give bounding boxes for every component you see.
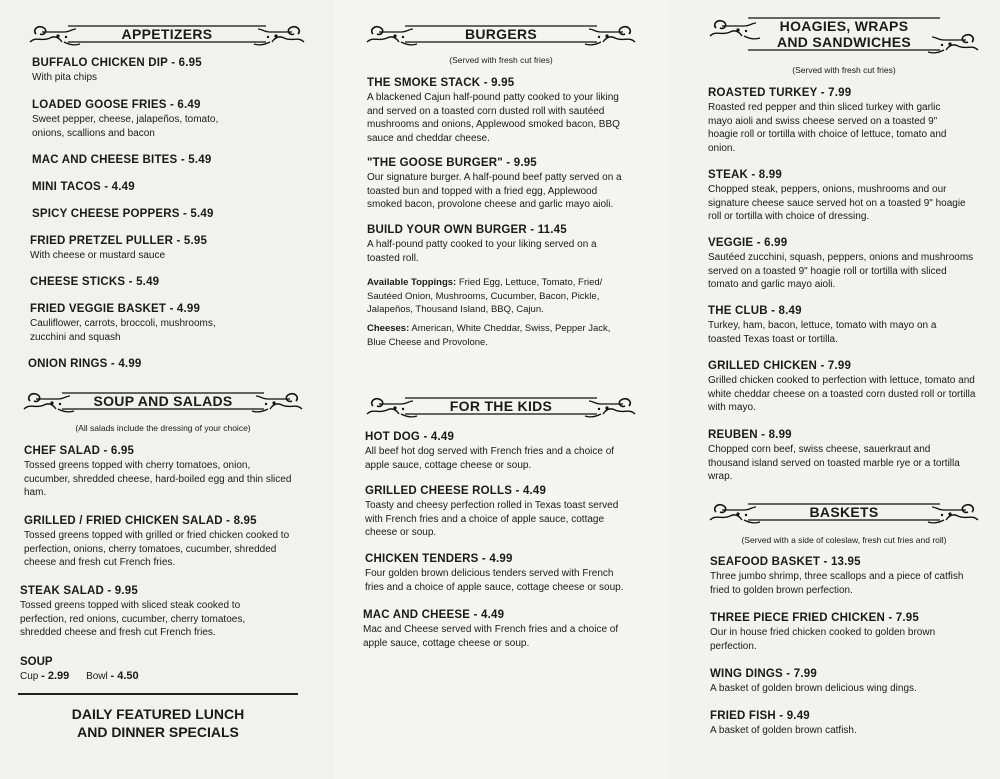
item-name: STEAK - 8.99 [708,169,782,181]
item-name: "THE GOOSE BURGER" - 9.95 [367,157,537,169]
menu-item [710,710,972,738]
menu-item [708,305,970,346]
section-title-line: HOAGIES, WRAPS [779,18,909,34]
menu-item [30,276,320,288]
item-desc: With cheese or mustard sauce [30,250,166,261]
menu-item [367,77,629,145]
cheeses-label: Cheeses: [367,323,410,334]
section-title: BURGERS [464,26,538,42]
section-title-line: AND SANDWICHES [776,34,912,50]
section-note: (Served with a side of coleslaw, fresh cut fries and roll) [741,535,947,545]
divider [18,693,298,695]
item-desc: Toasty and cheesy perfection rolled in Texas toast served with French fries and a choice of apple sauce, cottage cheese or soup. [365,500,619,538]
item-name: GRILLED / FRIED CHICKEN SALAD - 8.95 [24,515,257,527]
section-note: (All salads include the dressing of your choice) [75,423,251,433]
menu-item [24,515,306,570]
item-name: CHICKEN TENDERS - 4.99 [365,553,513,565]
item-name: THE SMOKE STACK - 9.95 [367,77,515,89]
menu-item [367,224,619,265]
toppings-text: Fried Egg, Lettuce, Tomato, Fried/ Sautéed Onion, Mushrooms, Cucumber, Bacon, Pickle, Jalapeños, Thousand Island, BBQ, Cajun. [367,277,603,315]
soup-salads-banner [22,385,304,417]
cup-price: - 2.99 [41,670,70,682]
item-name: FRIED VEGGIE BASKET - 4.99 [30,303,201,315]
item-name: SEAFOOD BASKET - 13.95 [710,556,861,568]
menu-item [32,208,322,220]
menu-item [32,57,322,85]
menu-item [710,556,972,597]
item-name: WING DINGS - 7.99 [710,668,817,680]
item-desc: Sweet pepper, cheese, jalapeños, tomato, onions, scallions and bacon [32,114,219,139]
toppings-list [367,276,629,317]
menu-panel-right [668,0,1000,779]
menu-item [708,360,978,415]
item-name: THE CLUB - 8.49 [708,305,802,317]
item-desc: Three jumbo shrimp, three scallops and a piece of catfish fried to golden brown perfection. [710,571,964,596]
soup-sizes [20,670,220,682]
menu-item [32,99,252,140]
item-name: MAC AND CHEESE BITES - 5.49 [32,154,212,166]
menu-item [30,235,320,263]
section-title: APPETIZERS [121,26,213,42]
item-desc: A basket of golden brown catfish. [710,725,857,736]
item-desc: Tossed greens topped with sliced steak cooked to perfection, red onions, cucumber, cherry tomatoes, shredded cheese and fresh cut French fries. [20,600,246,638]
daily-specials [18,705,298,741]
cheeses-text: American, White Cheddar, Swiss, Pepper Jack, Blue Cheese and Provolone. [367,323,611,348]
section-title: FOR THE KIDS [449,398,553,414]
special-line: AND DINNER SPECIALS [77,724,239,740]
section-note: (Served with fresh cut fries) [792,65,896,75]
menu-item [30,303,250,344]
menu-item [28,358,318,370]
item-name: CHEESE STICKS - 5.49 [30,276,160,288]
item-desc: Roasted red pepper and thin sliced turkey with garlic mayo aioli and swiss cheese served on a toasted 9" hoagie roll or tortilla with choice of lettuce, tomato and onion. [708,102,947,154]
cheeses-list [367,322,629,349]
section-title: BASKETS [809,504,879,520]
item-desc: A half-pound patty cooked to your liking served on a toasted roll. [367,239,597,264]
item-name: ROASTED TURKEY - 7.99 [708,87,852,99]
section-note: (Served with fresh cut fries) [449,55,553,65]
item-desc: Sautéed zucchini, squash, peppers, onions and mushrooms served on a toasted 9" hoagie roll or tortilla with sliced tomato and garlic mayo aioli. [708,252,974,290]
menu-item [708,237,978,292]
item-desc: Chopped steak, peppers, onions, mushrooms and our signature cheese sauce served hot on a toasted 9" hoagie roll or tortilla with choice of dressing. [708,184,966,222]
item-name: SOUP [20,656,53,668]
item-desc: A basket of golden brown delicious wing dings. [710,683,917,694]
item-desc: Four golden brown delicious tenders served with French fries and a choice of apple sauce, cottage cheese or soup. [365,568,624,593]
item-desc: Cauliflower, carrots, broccoli, mushrooms, zucchini and squash [30,318,216,343]
menu-item [710,668,972,696]
menu-item [708,87,960,155]
item-desc: Our signature burger. A half-pound beef patty served on a toasted bun and topped with a fried egg, Applewood smoked bacon, provolone cheese and garlic mayo aioli. [367,172,622,210]
menu-item [365,485,633,540]
item-name: GRILLED CHICKEN - 7.99 [708,360,852,372]
item-desc: Turkey, ham, bacon, lettuce, tomato with mayo on a toasted Texas toast or tortilla. [708,320,937,345]
menu-item [24,445,292,500]
item-desc: All beef hot dog served with French fries and a choice of apple sauce, cottage cheese or soup. [365,446,615,471]
item-name: STEAK SALAD - 9.95 [20,585,138,597]
item-name: SPICY CHEESE POPPERS - 5.49 [32,208,214,220]
menu-panel-left [0,0,333,779]
toppings-label: Available Toppings: [367,277,457,288]
item-desc: Tossed greens topped with grilled or fried chicken cooked to perfection, onions, cherry tomatoes, cucumber, shredded cheese and fresh cut French fries. [24,530,290,568]
item-name: MAC AND CHEESE - 4.49 [363,609,505,621]
item-name: FRIED PRETZEL PULLER - 5.95 [30,235,208,247]
menu-panel-center [333,0,668,779]
burgers-banner [365,18,637,50]
item-name: ONION RINGS - 4.99 [28,358,142,370]
item-name: BUFFALO CHICKEN DIP - 6.95 [32,57,202,69]
bowl-label: Bowl [86,671,108,682]
menu-item [32,154,322,166]
baskets-banner [708,496,980,528]
appetizers-banner [28,18,306,50]
cup-label: Cup [20,671,39,682]
item-name: VEGGIE - 6.99 [708,237,788,249]
hoagies-banner [708,12,980,56]
menu-item [365,431,627,472]
item-desc: A blackened Cajun half-pound patty cooked to your liking and served on a toasted corn dusted roll with sautéed mushrooms and onions, Applewood smoked bacon, BBQ sauce and cheddar cheese. [367,92,620,144]
item-desc: Grilled chicken cooked to perfection with lettuce, tomato and white cheddar cheese on a toasted corn dusted roll or tortilla with mayo. [708,375,976,413]
item-desc: Chopped corn beef, swiss cheese, sauerkraut and thousand island served on toasted marble rye or a tortilla wrap. [708,444,960,482]
item-desc: With pita chips [32,72,98,83]
bowl-price: - 4.50 [110,670,139,682]
item-desc: Tossed greens topped with cherry tomatoes, onion, cucumber, shredded cheese, hard-boiled egg and thin sliced ham. [24,460,292,498]
section-title: SOUP AND SALADS [93,393,233,409]
item-name: HOT DOG - 4.49 [365,431,455,443]
item-name: THREE PIECE FRIED CHICKEN - 7.95 [710,612,919,624]
item-name: FRIED FISH - 9.49 [710,710,810,722]
menu-item [365,553,633,594]
kids-banner [365,390,637,422]
item-name: CHEF SALAD - 6.95 [24,445,135,457]
menu-item [32,181,322,193]
item-name: GRILLED CHEESE ROLLS - 4.49 [365,485,547,497]
item-name: LOADED GOOSE FRIES - 6.49 [32,99,201,111]
section-title [708,18,980,50]
item-desc: Mac and Cheese served with French fries and a choice of apple sauce, cottage cheese or soup. [363,624,619,649]
soup-item [20,656,220,682]
menu-item [708,169,978,224]
menu-item [20,585,260,640]
menu-item [363,609,631,650]
special-line: DAILY FEATURED LUNCH [71,706,245,722]
item-desc: Our in house fried chicken cooked to golden brown perfection. [710,627,936,652]
menu-item [710,612,972,653]
item-name: BUILD YOUR OWN BURGER - 11.45 [367,224,567,236]
item-name: MINI TACOS - 4.49 [32,181,135,193]
menu-item [367,157,629,212]
item-name: REUBEN - 8.99 [708,429,792,441]
menu-item [708,429,970,484]
